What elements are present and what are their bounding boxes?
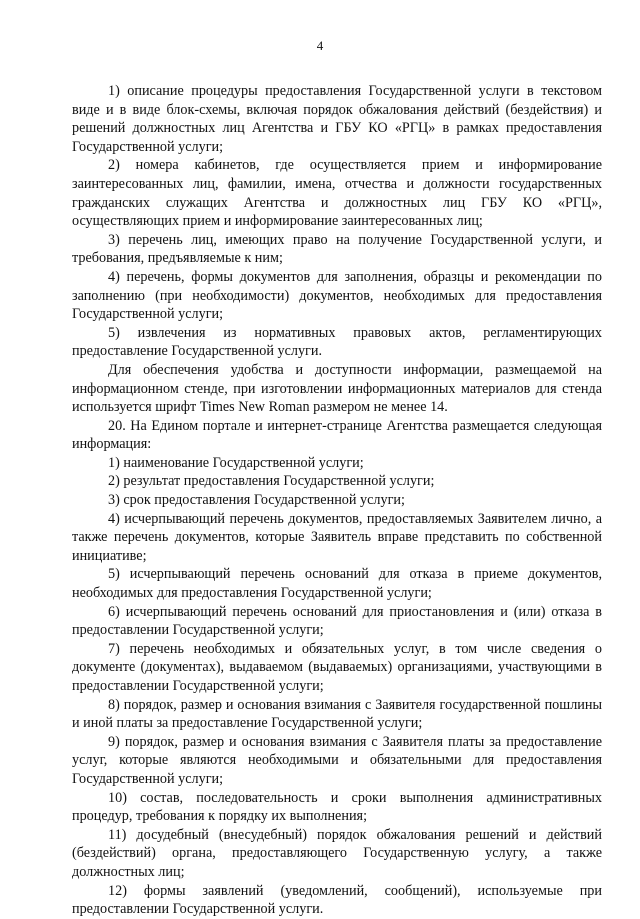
page-number: 4 — [316, 38, 324, 53]
paragraph: 12) формы заявлений (уведомлений, сообщений), используемые при предоставлении Государственной услуги. — [72, 882, 602, 918]
paragraph: 7) перечень необходимых и обязательных услуг, в том числе сведения о документе (документах), выдаваемом (выдаваемых) организациями, участвующими в предоставлении Государственной услуги; — [72, 640, 602, 694]
paragraph: 4) исчерпывающий перечень документов, предоставляемых Заявителем лично, а также перечень документов, которые Заявитель вправе представить по собственной инициативе; — [72, 510, 602, 564]
paragraph: 3) перечень лиц, имеющих право на получение Государственной услуги, и требования, предъявляемые к ним; — [72, 231, 602, 267]
paragraph: 11) досудебный (внесудебный) порядок обжалования решений и действий (бездействий) органа, предоставляющего Государственную услугу, а также должностных лиц; — [72, 826, 602, 880]
paragraph: 2) номера кабинетов, где осуществляется прием и информирование заинтересованных лиц, фамилии, имена, отчества и должности государственных гражданских служащих Агентства и должностных лиц ГБУ КО «РГЦ», осуществляющих прием и информирование заинтересованных лиц; — [72, 157, 602, 230]
paragraph: 5) исчерпывающий перечень оснований для отказа в приеме документов, необходимых для предоставления Государственной услуги; — [72, 566, 602, 602]
paragraph: 4) перечень, формы документов для заполнения, образцы и рекомендации по заполнению (при необходимости) документов, необходимых для предоставления Государственной услуги; — [72, 268, 602, 323]
paragraph: 1) наименование Государственной услуги; — [108, 454, 364, 471]
paragraph: 6) исчерпывающий перечень оснований для приостановления и (или) отказа в предоставлении Государственной услуги; — [72, 603, 602, 639]
paragraph: 3) срок предоставления Государственной услуги; — [108, 492, 405, 509]
paragraph: 20. На Едином портале и интернет-странице Агентства размещается следующая информация: — [72, 417, 602, 453]
paragraph: 1) описание процедуры предоставления Государственной услуги в текстовом виде и в виде блок-схемы, включая порядок обжалования действий (бездействия) и решений должностных лиц Агентства и ГБУ КО «РГЦ» в рамках предоставления Государственной услуги; — [72, 83, 602, 155]
paragraph: 10) состав, последовательность и сроки выполнения административных процедур, требования к порядку их выполнения; — [72, 789, 602, 825]
paragraph: Для обеспечения удобства и доступности информации, размещаемой на информационном стенде, при изготовлении информационных материалов для стенда используется шрифт Times New Roman размером не менее 14. — [72, 361, 602, 416]
paragraph: 9) порядок, размер и основания взимания с Заявителя платы за предоставление услуг, которые являются необходимыми и обязательными для предоставления Государственной услуги; — [72, 733, 602, 787]
paragraph: 8) порядок, размер и основания взимания с Заявителя государственной пошлины и иной платы за предоставление Государственной услуги; — [72, 696, 602, 732]
paragraph: 5) извлечения из нормативных правовых актов, регламентирующих предоставление Государственной услуги. — [72, 324, 602, 360]
paragraph: 2) результат предоставления Государственной услуги; — [108, 473, 435, 490]
document-body — [72, 82, 602, 919]
